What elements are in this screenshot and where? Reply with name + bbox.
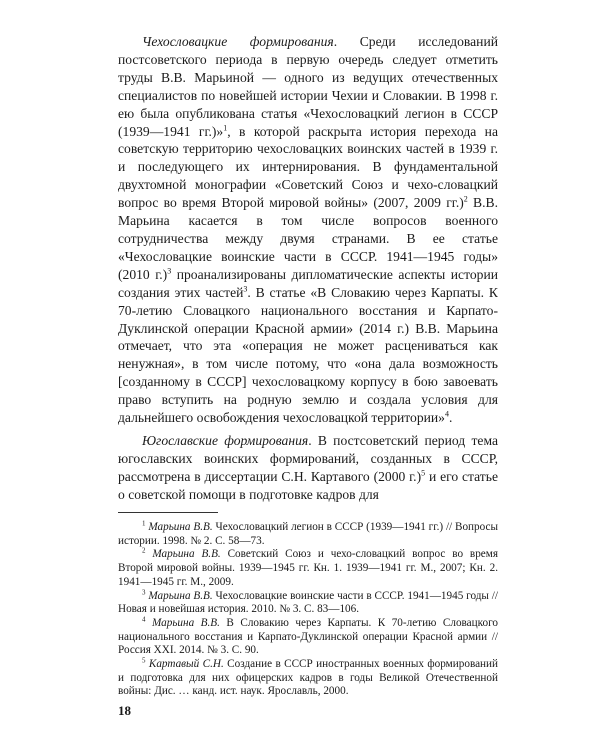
paragraph-text: . Среди исследований постсоветского периода в первую очередь следует отметить труды В.В. Марьиной — одного из ведущих отечественных специалистов по новейшей истории Чехии и Словакии. В 1998 г. ею была опубликована статья «Чехословацкий легион в СССР (1939—1941 гг.)»	[118, 34, 498, 139]
footnote	[118, 521, 498, 548]
footnote-author: Марьина В.В.	[148, 521, 213, 533]
footnote-text: В Словакию через Карпаты. К 70-летию Словацкого национального восстания и Карпато-Дуклинской операции Красной армии // Россия XXI. 2014. № 3. С. 90.	[118, 616, 498, 657]
section-heading-yugoslav: Югославские формирования	[142, 432, 309, 448]
paragraph-czechoslovak	[118, 33, 498, 427]
footnote-ref[interactable]: 4	[444, 409, 449, 419]
footnote-text: Чехословацкие воинские части в СССР. 1941—1945 годы // Новая и новейшая история. 2010. № 3. С. 83—106.	[118, 589, 498, 616]
paragraph-yugoslav	[118, 432, 498, 504]
paragraph-text: . В постсоветский период тема югославских воинских формирований, созданных в СССР, рассмотрена в диссертации С.Н. Картавого (2000 г.)	[118, 432, 498, 484]
footnote-number: 4	[142, 615, 146, 624]
main-text	[118, 33, 498, 504]
footnote-text: Советский Союз и чехо-словацкий вопрос во время Второй мировой войны. 1939—1945 гг. Кн. 1. 1939—1941 гг. М., 2007; Кн. 2. 1941—1945 гг. М., 2009.	[118, 548, 498, 588]
footnote-text: Создание в СССР иностранных военных формирований и подготовка для них офицерских кадров в годы Великой Отечественной войны: Дис. … канд. ист. наук. Ярославль, 2000.	[118, 658, 499, 698]
footnote-number: 5	[142, 656, 146, 665]
paragraph-text: и его статье о советской помощи в подготовке кадров для	[118, 468, 498, 502]
paragraph-text: .	[448, 410, 453, 426]
paragraph-text: . В статье «В Словакию через Карпаты. К 70-летию Словацкого национального восстания и Карпато-Дуклинской операции Красной армии» (2014 г.) В.В. Марьина отмечает, что эта «операция не может расцениваться как ненужная», в том числе потому, что «она дала возможность [созданному в СССР] чехословацкому корпусу в бою завоевать право вступить на родную землю и создала условия для дальнейшего освобождения чехословацкой территории»	[118, 284, 498, 426]
footnote	[118, 548, 498, 589]
footnote-divider	[118, 512, 218, 513]
section-heading-czechoslovak: Чехословацкие формирования	[142, 34, 334, 49]
paragraph-text: , в которой раскрыта история перехода на советскую территорию чехословацких воинских частей в 1939 г. и последующего их интернирования. В фундаментальной двухтомной монографии «Советский Союз и чехо-словацкий вопрос во время Второй мировой войны» (2007, 2009 гг.)	[118, 123, 498, 211]
footnote	[118, 658, 498, 699]
footnote-author: Марьина В.В.	[152, 548, 221, 561]
page-number: 18	[118, 703, 131, 718]
footnote-text: Чехословацкий легион в СССР (1939—1941 гг.) // Вопросы истории. 1998. № 2. С. 58—73.	[118, 521, 498, 547]
paragraph-text: В.В. Марьина касается в том числе вопросов военного сотрудничества между двумя странами. В ее статье «Чехословацкие воинские части в СССР. 1941—1945 годы» (2010 г.)	[118, 195, 498, 282]
footnotes	[118, 521, 498, 699]
paragraph-text: проанализированы дипломатические аспекты истории создания этих частей	[118, 266, 498, 300]
footnote-ref[interactable]: 5	[421, 468, 426, 478]
footnote-ref[interactable]: 3	[167, 266, 172, 276]
footnote	[118, 587, 498, 617]
footnote-author: Марьина В.В.	[148, 589, 213, 602]
footnote-ref[interactable]: 3	[243, 284, 248, 294]
footnote-ref[interactable]: 1	[223, 123, 228, 132]
footnote-author: Марьина В.В.	[151, 616, 220, 629]
footnote-author: Картавый С.Н.	[148, 658, 224, 671]
footnote-number: 2	[142, 546, 146, 555]
footnote-number: 1	[142, 519, 146, 528]
footnote	[118, 617, 498, 658]
footnote-ref[interactable]: 2	[463, 194, 468, 204]
footnote-number: 3	[142, 587, 146, 596]
